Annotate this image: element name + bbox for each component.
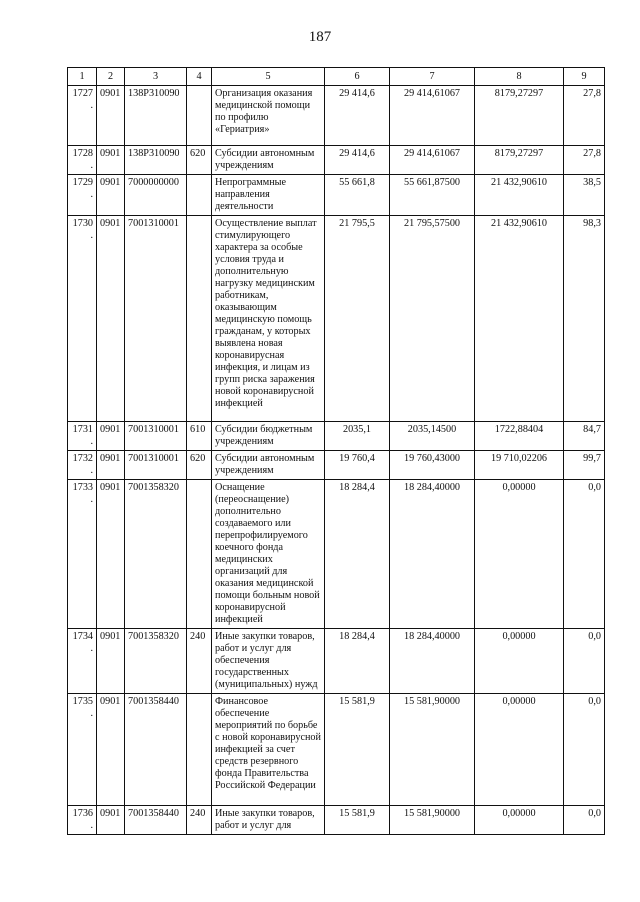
item-name: Субсидии автономным учреждениям [212,146,325,175]
expense-type-code: 620 [187,451,212,480]
row-number: 1735. [68,694,97,806]
column-header: 9 [564,68,605,86]
column-header: 8 [475,68,564,86]
item-name: Непрограммные направления деятельности [212,175,325,216]
target-article-code: 7001310001 [125,451,187,480]
target-article-code: 7001358320 [125,480,187,629]
expense-type-code: 240 [187,629,212,694]
execution-percent: 0,0 [564,694,605,806]
execution-percent: 98,3 [564,216,605,422]
budget-amount: 21 795,57500 [390,216,475,422]
table-row [68,175,605,216]
budget-amount: 19 760,43000 [390,451,475,480]
executed-amount: 8179,27297 [475,86,564,146]
row-number: 1732. [68,451,97,480]
approved-amount: 55 661,8 [325,175,390,216]
column-header: 6 [325,68,390,86]
approved-amount: 19 760,4 [325,451,390,480]
execution-percent: 0,0 [564,806,605,835]
item-name: Субсидии бюджетным учреждениям [212,422,325,451]
execution-percent: 27,8 [564,146,605,175]
table-row [68,216,605,422]
row-number: 1731. [68,422,97,451]
table-row [68,86,605,146]
item-name: Оснащение (переоснащение) дополнительно создаваемого или перепрофилируемого коечного фонда медицинских организаций для оказания медицинской помощи больным новой коронавирусной инфекцией [212,480,325,629]
target-article-code: 7001310001 [125,422,187,451]
target-article-code: 138P310090 [125,86,187,146]
approved-amount: 29 414,6 [325,86,390,146]
column-header: 2 [97,68,125,86]
row-number: 1729. [68,175,97,216]
target-article-code: 7001358440 [125,806,187,835]
row-number: 1728. [68,146,97,175]
column-header: 4 [187,68,212,86]
section-code: 0901 [97,216,125,422]
section-code: 0901 [97,694,125,806]
budget-amount: 2035,14500 [390,422,475,451]
approved-amount: 21 795,5 [325,216,390,422]
section-code: 0901 [97,629,125,694]
budget-amount: 29 414,61067 [390,86,475,146]
approved-amount: 18 284,4 [325,480,390,629]
expense-type-code: 610 [187,422,212,451]
approved-amount: 29 414,6 [325,146,390,175]
section-code: 0901 [97,451,125,480]
section-code: 0901 [97,175,125,216]
target-article-code: 7001310001 [125,216,187,422]
budget-amount: 15 581,90000 [390,806,475,835]
executed-amount: 0,00000 [475,806,564,835]
execution-percent: 99,7 [564,451,605,480]
header-row [68,68,605,86]
section-code: 0901 [97,86,125,146]
executed-amount: 21 432,90610 [475,216,564,422]
execution-percent: 84,7 [564,422,605,451]
expense-type-code [187,480,212,629]
approved-amount: 2035,1 [325,422,390,451]
execution-percent: 0,0 [564,629,605,694]
target-article-code: 7001358440 [125,694,187,806]
execution-percent: 38,5 [564,175,605,216]
column-header: 1 [68,68,97,86]
expense-type-code: 620 [187,146,212,175]
expense-type-code [187,175,212,216]
row-number: 1736. [68,806,97,835]
table-row [68,806,605,835]
executed-amount: 21 432,90610 [475,175,564,216]
executed-amount: 1722,88404 [475,422,564,451]
section-code: 0901 [97,146,125,175]
item-name: Иные закупки товаров, работ и услуг для обеспечения государственных (муниципальных) нужд [212,629,325,694]
section-code: 0901 [97,806,125,835]
item-name: Субсидии автономным учреждениям [212,451,325,480]
item-name: Осуществление выплат стимулирующего характера за особые условия труда и дополнительную нагрузку медицинским работникам, оказывающим медицинскую помощь гражданам, у которых выявлена новая коронавирусная инфекция, и лицам из групп риска заражения новой коронавирусной инфекцией [212,216,325,422]
row-number: 1734. [68,629,97,694]
table-row [68,480,605,629]
target-article-code: 7001358320 [125,629,187,694]
expense-type-code [187,694,212,806]
execution-percent: 27,8 [564,86,605,146]
table-row [68,146,605,175]
executed-amount: 19 710,02206 [475,451,564,480]
budget-amount: 18 284,40000 [390,629,475,694]
execution-percent: 0,0 [564,480,605,629]
approved-amount: 15 581,9 [325,694,390,806]
item-name: Организация оказания медицинской помощи по профилю «Гериатрия» [212,86,325,146]
column-header: 5 [212,68,325,86]
column-header: 3 [125,68,187,86]
budget-table [67,67,605,835]
table-row [68,422,605,451]
budget-amount: 15 581,90000 [390,694,475,806]
row-number: 1730. [68,216,97,422]
budget-amount: 18 284,40000 [390,480,475,629]
budget-amount: 29 414,61067 [390,146,475,175]
target-article-code: 138P310090 [125,146,187,175]
approved-amount: 18 284,4 [325,629,390,694]
executed-amount: 0,00000 [475,629,564,694]
table-row [68,451,605,480]
item-name: Финансовое обеспечение мероприятий по борьбе с новой коронавирусной инфекцией за счет средств резервного фонда Правительства Российской Федерации [212,694,325,806]
executed-amount: 0,00000 [475,480,564,629]
column-header: 7 [390,68,475,86]
page-number: 187 [308,29,332,45]
section-code: 0901 [97,480,125,629]
expense-type-code [187,86,212,146]
section-code: 0901 [97,422,125,451]
target-article-code: 7000000000 [125,175,187,216]
row-number: 1733. [68,480,97,629]
budget-amount: 55 661,87500 [390,175,475,216]
expense-type-code: 240 [187,806,212,835]
expense-type-code [187,216,212,422]
executed-amount: 8179,27297 [475,146,564,175]
item-name: Иные закупки товаров, работ и услуг для [212,806,325,835]
approved-amount: 15 581,9 [325,806,390,835]
table-row [68,629,605,694]
row-number: 1727. [68,86,97,146]
table-row [68,694,605,806]
executed-amount: 0,00000 [475,694,564,806]
